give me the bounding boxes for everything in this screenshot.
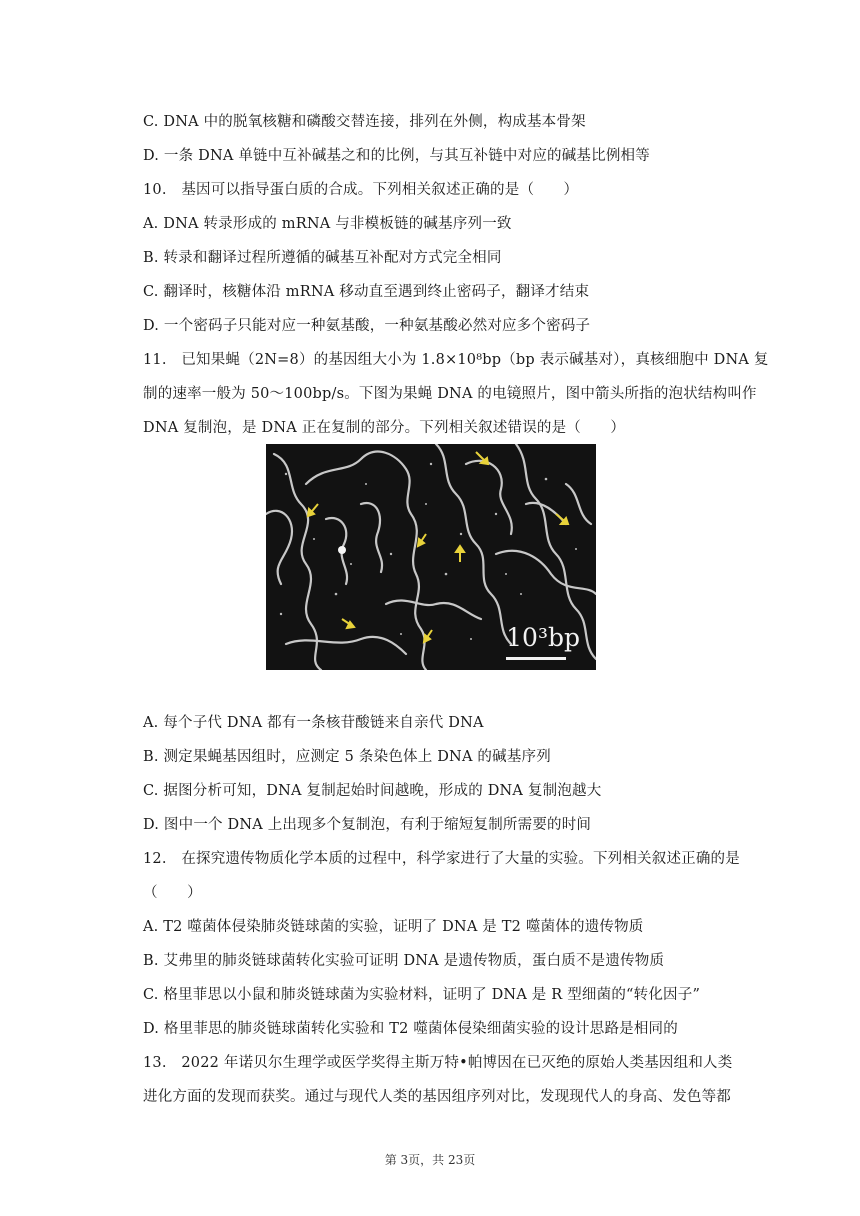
option-11a: A. 每个子代 DNA 都有一条核苷酸链来自亲代 DNA — [143, 715, 484, 731]
question-12-line-1: 12. 在探究遗传物质化学本质的过程中，科学家进行了大量的实验。下列相关叙述正确的是 — [143, 851, 740, 867]
question-11-line-1: 11. 已知果蝇（2N=8）的基因组大小为 1.8×10⁸bp（bp 表示碱基对），真核细胞中 DNA 复 — [143, 352, 769, 368]
page-footer: 第 3页，共 23页 — [384, 1153, 476, 1167]
question-11-line-2: 制的速率一般为 50～100bp/s。下图为果蝇 DNA 的电镜照片，图中箭头所指的泡状结构叫作 — [143, 386, 757, 402]
question-13-line-2: 进化方面的发现而获奖。通过与现代人类的基因组序列对比，发现现代人的身高、发色等都 — [143, 1089, 731, 1105]
option-10b: B. 转录和翻译过程所遵循的碱基互补配对方式完全相同 — [143, 250, 502, 266]
option-10c: C. 翻译时，核糖体沿 mRNA 移动直至遇到终止密码子，翻译才结束 — [143, 284, 590, 300]
option-12b: B. 艾弗里的肺炎链球菌转化实验可证明 DNA 是遗传物质，蛋白质不是遗传物质 — [143, 953, 665, 969]
option-11c: C. 据图分析可知，DNA 复制起始时间越晚，形成的 DNA 复制泡越大 — [143, 783, 602, 799]
question-13-line-1: 13. 2022 年诺贝尔生理学或医学奖得主斯万特•帕博因在已灭绝的原始人类基因组和人类 — [143, 1055, 733, 1071]
option-12c: C. 格里菲思以小鼠和肺炎链球菌为实验材料，证明了 DNA 是 R 型细菌的“转化因子” — [143, 987, 701, 1003]
option-12a: A. T2 噬菌体侵染肺炎链球菌的实验，证明了 DNA 是 T2 噬菌体的遗传物质 — [143, 919, 644, 935]
option-9c: C. DNA 中的脱氧核糖和磷酸交替连接，排列在外侧，构成基本骨架 — [143, 114, 586, 130]
question-12-line-2: （ ） — [143, 885, 202, 901]
option-10d: D. 一个密码子只能对应一种氨基酸，一种氨基酸必然对应多个密码子 — [143, 318, 591, 334]
question-10: 10. 基因可以指导蛋白质的合成。下列相关叙述正确的是（ ） — [143, 182, 579, 198]
option-11d: D. 图中一个 DNA 上出现多个复制泡，有利于缩短复制所需要的时间 — [143, 817, 592, 833]
option-10a: A. DNA 转录形成的 mRNA 与非模板链的碱基序列一致 — [143, 216, 512, 232]
option-9d: D. 一条 DNA 单链中互补碱基之和的比例，与其互补链中对应的碱基比例相等 — [143, 148, 650, 164]
scale-label: 10³bp — [506, 623, 580, 652]
option-11b: B. 测定果蝇基因组时，应测定 5 条染色体上 DNA 的碱基序列 — [143, 749, 551, 765]
question-11-line-3: DNA 复制泡，是 DNA 正在复制的部分。下列相关叙述错误的是（ ） — [143, 420, 626, 436]
dna-electron-micrograph — [266, 444, 596, 670]
option-12d: D. 格里菲思的肺炎链球菌转化实验和 T2 噬菌体侵染细菌实验的设计思路是相同的 — [143, 1021, 678, 1037]
arrow-markers — [308, 452, 568, 642]
scale-bar — [506, 657, 566, 660]
